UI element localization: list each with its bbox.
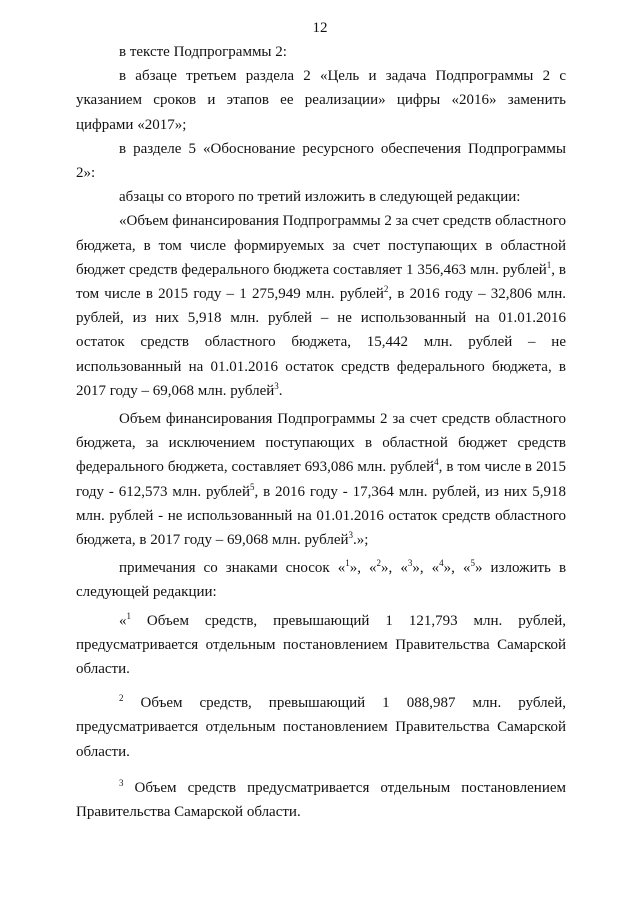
paragraph-text: Объем финансирования Подпрограммы 2 за счет средств областного бюджета, за исключением поступающих в областной бюджет средств федерального бюджета, составляет 693,086 млн. рублей bbox=[76, 411, 566, 476]
footnote-2 bbox=[76, 691, 566, 764]
paragraph-funding-total bbox=[76, 209, 566, 403]
paragraph-section-2-change bbox=[76, 64, 566, 137]
paragraph-footnotes-instruction bbox=[76, 556, 566, 604]
paragraph-text: . bbox=[278, 382, 283, 399]
paragraph-text: » изложить в следующей редакции: bbox=[76, 560, 567, 601]
footnote-marker: 3 bbox=[119, 777, 124, 788]
page-number: 12 bbox=[312, 20, 328, 36]
footnote-1 bbox=[76, 609, 566, 682]
footnote-marker: 4 bbox=[439, 558, 444, 569]
paragraph-text: Объем средств, превышающий 1 088,987 млн. рублей, предусматривается отдельным постановлением Правительства Самарской области. bbox=[76, 695, 566, 760]
footnote-marker: 5 bbox=[470, 558, 475, 569]
paragraph-text: .»; bbox=[353, 532, 369, 549]
footnote-marker: 3 bbox=[407, 558, 413, 569]
footnote-marker: 5 bbox=[249, 481, 255, 492]
paragraph-text: , в том числе в 2015 году – 1 275,949 млн. рублей bbox=[76, 261, 566, 303]
paragraph-text: Объем средств предусматривается отдельным постановлением Правительства Самарской области. bbox=[76, 779, 566, 821]
footnote-marker: 1 bbox=[546, 259, 552, 270]
footnote-marker: 3 bbox=[274, 380, 279, 391]
footnote-marker: 4 bbox=[434, 457, 439, 468]
footnote-marker: 3 bbox=[348, 530, 354, 541]
footnote-3 bbox=[76, 776, 566, 824]
footnote-marker: 1 bbox=[126, 610, 131, 621]
paragraph-edit-instruction bbox=[76, 185, 566, 209]
paragraph-text: , в 2016 году – 32,806 млн. рублей, из них 5,918 млн. рублей – не использованный на 01.01.2016 остаток средств областного бюджета, 15,442 млн. рублей – не использованный на 01.01.2016 остаток средств федерального бюджета, в 2017 году – 69,068 млн. рублей bbox=[76, 286, 566, 399]
paragraph-text: « bbox=[119, 612, 127, 629]
footnote-marker: 2 bbox=[383, 284, 389, 295]
paragraph-subprogram-text bbox=[76, 40, 566, 64]
document-body bbox=[76, 40, 566, 824]
footnote-marker: 2 bbox=[119, 693, 124, 704]
footnote-marker: 2 bbox=[376, 558, 382, 569]
paragraph-text: , в 2016 году - 17,364 млн. рублей, из них 5,918 млн. рублей - не использованный на 01.01.2016 остаток средств областного бюджета, в 2017 году – 69,068 млн. рублей bbox=[76, 483, 566, 549]
paragraph-text: , в том числе в 2015 году - 612,573 млн. рублей bbox=[76, 459, 566, 500]
footnote-marker: 1 bbox=[345, 558, 350, 569]
paragraph-text: в тексте Подпрограммы 2: bbox=[119, 44, 287, 60]
paragraph-text: в абзаце третьем раздела 2 «Цель и задача Подпрограммы 2 с указанием сроков и этапов ее реализации» цифры «2016» заменить цифрами «2017»; bbox=[76, 68, 566, 133]
paragraph-text: в разделе 5 «Обоснование ресурсного обеспечения Подпрограммы 2»: bbox=[76, 140, 566, 182]
paragraph-funding-regional bbox=[76, 407, 566, 552]
paragraph-text: «Объем финансирования Подпрограммы 2 за счет средств областного бюджета, в том числе формируемых за счет поступающих в областной бюджет средств федерального бюджета составляет 1 356,463 млн. рублей bbox=[76, 213, 566, 278]
paragraph-text: примечания со знаками сносок « bbox=[119, 560, 346, 577]
paragraph-text: », « bbox=[349, 560, 377, 577]
paragraph-section-5-heading bbox=[76, 137, 566, 185]
paragraph-text: », « bbox=[381, 560, 408, 577]
paragraph-text: абзацы со второго по третий изложить в следующей редакции: bbox=[119, 189, 521, 206]
paragraph-text: », « bbox=[443, 560, 471, 577]
paragraph-text: Объем средств, превышающий 1 121,793 млн. рублей, предусматривается отдельным постановлением Правительства Самарской области. bbox=[76, 612, 566, 678]
paragraph-text: », « bbox=[412, 560, 440, 577]
